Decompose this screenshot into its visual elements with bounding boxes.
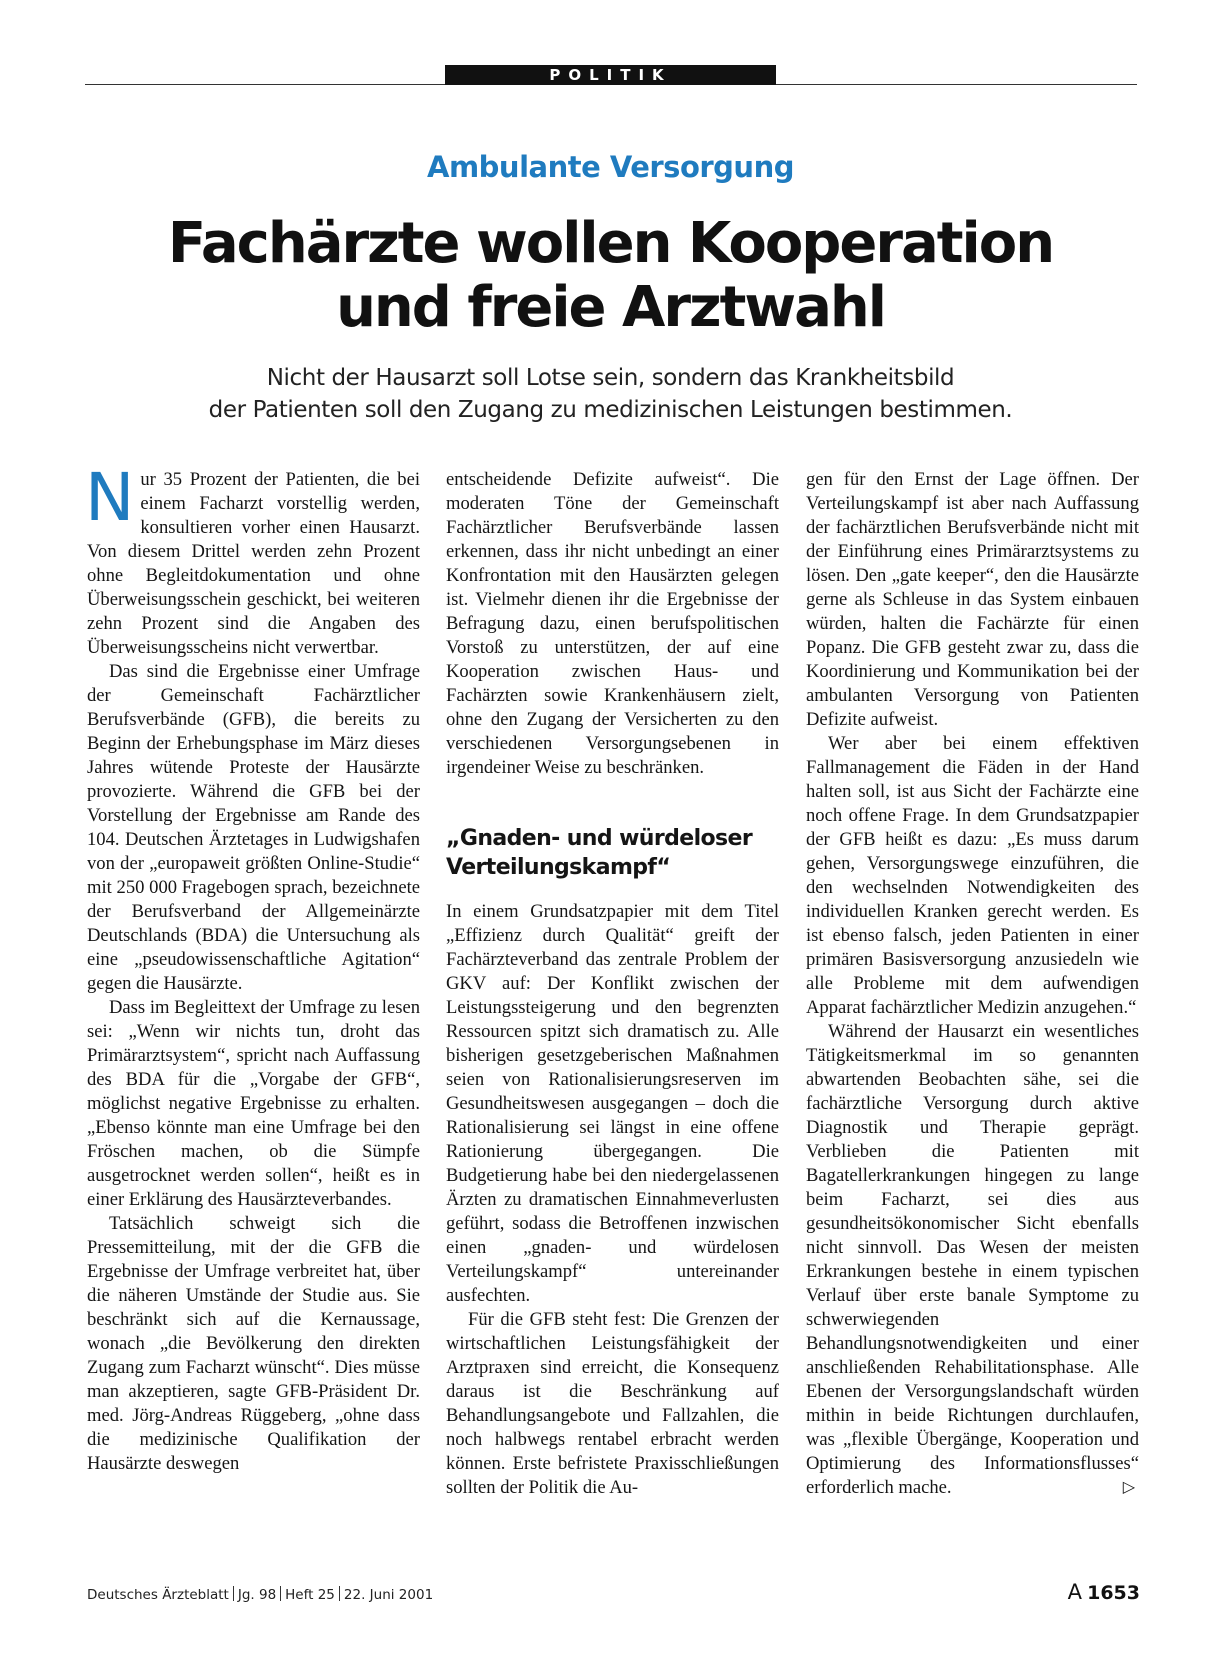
volume: Jg. 98 bbox=[237, 1587, 277, 1603]
page-prefix: A bbox=[1067, 1580, 1083, 1604]
end-of-article-icon: ▷ bbox=[1122, 1479, 1135, 1496]
journal-name: Deutsches Ärzteblatt bbox=[87, 1587, 229, 1603]
issue-date: 22. Juni 2001 bbox=[343, 1587, 434, 1603]
headline bbox=[0, 212, 1221, 340]
section-label: POLITIK bbox=[445, 65, 776, 85]
headline-line-2: und freie Arztwahl bbox=[336, 275, 885, 340]
paragraph: Tatsächlich schweigt sich die Pressemitteilung, mit der die GFB die Ergebnisse der Umfrage verbreitet hat, über die näheren Umstände der Studie aus. Sie beschränkt sich auf die Kernaussage, wonach „die Bevölkerung den direkten Zugang zum Facharzt wünscht“. Dies müsse man akzeptieren, sagte GFB-Präsident Dr. med. Jörg-Andreas Rüggeberg, „ohne dass die medizinische Qualifikation der Hausärzte deswegen bbox=[87, 1213, 420, 1474]
article-column-1 bbox=[85, 459, 420, 1476]
headline-line-1: Fachärzte wollen Kooperation bbox=[167, 211, 1054, 276]
kicker: Ambulante Versorgung bbox=[427, 150, 794, 184]
divider bbox=[339, 1586, 340, 1601]
paragraph: In einem Grundsatzpapier mit dem Titel „Effizienz durch Qualität“ greift der Fachärzteverband das zentrale Problem der GKV auf: Der Konflikt zwischen der Leistungssteigerung und den begrenzten Ressourcen spitzt sich dramatisch zu. Alle bisherigen gesetzgeberischen Maßnahmen seien von Rationalisierungsreserven im Gesundheitswesen ausgegangen – doch die Rationalisierung sei längst in eine offene Rationierung übergegangen. Die Budgetierung habe bei den niedergelassenen Ärzten zu dramatischen Einnahmeverlusten geführt, sodass die Betroffenen inzwischen einen „gnaden- und würdelosen Verteilungskampf“ untereinander ausfechten. bbox=[446, 901, 779, 1306]
subhead-line-2: der Patienten soll den Zugang zu medizinischen Leistungen bestimmen. bbox=[208, 397, 1013, 423]
divider bbox=[280, 1586, 281, 1601]
footer-citation bbox=[87, 1586, 433, 1603]
issue: Heft 25 bbox=[285, 1587, 335, 1603]
page-number bbox=[1060, 1580, 1140, 1604]
subhead-line-1: Nicht der Hausarzt soll Lotse sein, sondern das Krankheitsbild bbox=[266, 365, 955, 391]
subheading: „Gnaden- und würdeloser Verteilungskampf“ bbox=[446, 826, 753, 880]
drop-cap: N bbox=[85, 459, 135, 536]
page-number-value: 1653 bbox=[1087, 1582, 1140, 1604]
paragraph: Nur 35 Prozent der Patienten, die bei einem Facharzt vorstellig werden, konsultieren vorher einen Hausarzt. Von diesem Drittel werden zehn Prozent ohne Begleitdokumentation und ohne Überweisungsschein geschickt, bei weiteren zehn Prozent sind die Angaben des Überweisungsscheins nicht verwertbar. bbox=[85, 459, 420, 658]
subhead bbox=[0, 362, 1221, 426]
article-column-2 bbox=[446, 468, 779, 1500]
paragraph: Während der Hausarzt ein wesentliches Tätigkeitsmerkmal im so genannten abwartenden Beobachten sähe, sei die fachärztliche Versorgung durch aktive Diagnostik und Therapie geprägt. Verblieben die Patienten mit Bagatellerkrankungen hingegen zu lange beim Facharzt, sei dies aus gesundheitsökonomischer Sicht ebenfalls nicht sinnvoll. Das Wesen der meisten Erkrankungen bestehe in einem typischen Verlauf über erste banale Symptome zu schwerwiegenden Behandlungsnotwendigkeiten und einer anschließenden Rehabilitationsphase. Alle Ebenen der Versorgungslandschaft würden mithin in beide Richtungen durchlaufen, was „flexible Übergänge, Kooperation und Optimierung des Informationsflusses“ erforderlich mache. ▷ bbox=[806, 1021, 1139, 1498]
paragraph: Dass im Begleittext der Umfrage zu lesen sei: „Wenn wir nichts tun, droht das Primärarztsystem“, spricht nach Auffassung des BDA für die „Vorgabe der GFB“, möglichst negative Ergebnisse zu erhalten. „Ebenso könnte man eine Umfrage bei den Fröschen machen, ob die Sümpfe ausgetrocknet werden sollen“, heißt es in einer Erklärung des Hausärzteverbandes. bbox=[87, 997, 420, 1210]
paragraph: entscheidende Defizite aufweist“. Die moderaten Töne der Gemeinschaft Fachärztlicher Berufsverbände lassen erkennen, dass ihr nicht unbedingt an einer Konfrontation mit den Hausärzten gelegen ist. Vielmehr dienen ihr die Ergebnisse der Befragung dazu, einen berufspolitischen Vorstoß zu unterstützen, der auf eine Kooperation zwischen Haus- und Fachärzten sowie Krankenhäusern zielt, ohne den Zugang der Versicherten zu den verschiedenen Versorgungsebenen in irgendeiner Weise zu beschränken. bbox=[446, 469, 779, 778]
paragraph: gen für den Ernst der Lage öffnen. Der Verteilungskampf ist aber nach Auffassung der fachärztlichen Berufsverbände nicht mit der Einführung eines Primärarztsystems zu lösen. Den „gate keeper“, den die Hausärzte gerne als Schleuse in das System einbauen würden, halten die Fachärzte für einen Popanz. Die GFB gesteht zwar zu, dass die Koordinierung und Kommunikation bei der ambulanten Versorgung von Patienten Defizite aufweist. bbox=[806, 469, 1139, 730]
paragraph: Wer aber bei einem effektiven Fallmanagement die Fäden in der Hand halten soll, ist aus Sicht der Fachärzte eine noch offene Frage. In dem Grundsatzpapier der GFB heißt es dazu: „Es muss darum gehen, Versorgungswege einzuführen, die den wechselnden Notwendigkeiten des individuellen Kranken gerecht werden. Es ist ebenso falsch, jeden Patienten in einer primären Basisversorgung anzusiedeln wie alle Probleme mit dem aufwendigen Apparat fachärztlicher Medizin anzugehen.“ bbox=[806, 733, 1139, 1018]
article-column-3 bbox=[806, 468, 1139, 1500]
divider bbox=[233, 1586, 234, 1601]
paragraph: Das sind die Ergebnisse einer Umfrage der Gemeinschaft Fachärztlicher Berufsverbände (GFB), die bereits zu Beginn der Erhebungsphase im März dieses Jahres wütende Proteste der Hausärzte provozierte. Während die GFB bei der Vorstellung der Ergebnisse am Rande des 104. Deutschen Ärztetages in Ludwigshafen von der „europaweit größten Online-Studie“ mit 250 000 Fragebogen sprach, bezeichnete der Berufsverband der Allgemeinärzte Deutschlands (BDA) die Untersuchung als eine „pseudowissenschaftliche Agitation“ gegen die Hausärzte. bbox=[87, 661, 420, 994]
paragraph: Für die GFB steht fest: Die Grenzen der wirtschaftlichen Leistungsfähigkeit der Arztpraxen sind erreicht, die Konsequenz daraus ist die Beschränkung auf Behandlungsangebote und Fallzahlen, die noch halbwegs rentabel erbracht werden können. Erste befristete Praxisschließungen sollten der Politik die Au- bbox=[446, 1309, 779, 1498]
